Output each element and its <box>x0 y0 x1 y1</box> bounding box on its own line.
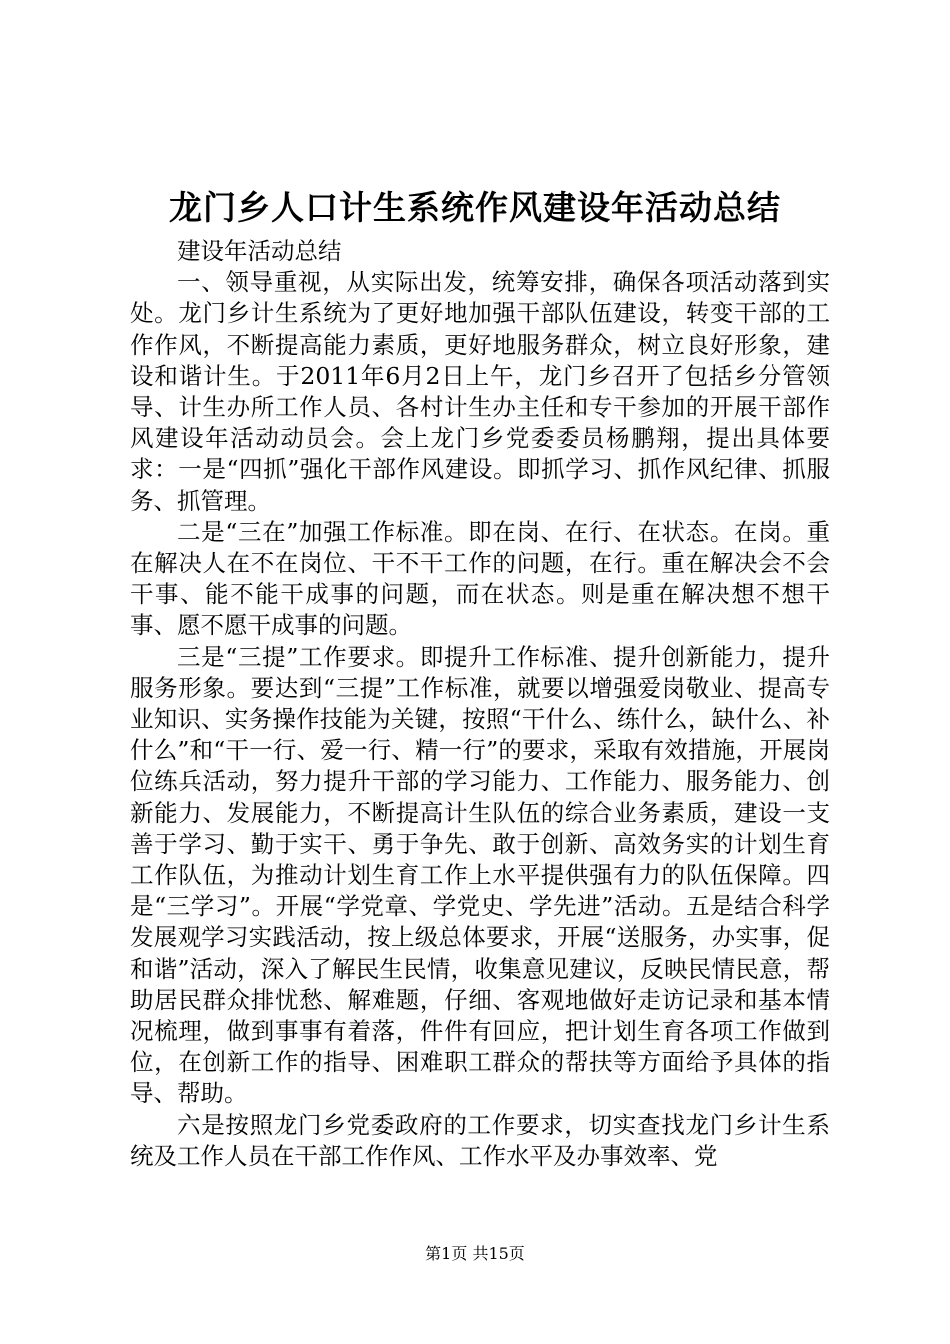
paragraph-subtitle: 建设年活动总结 <box>177 237 342 265</box>
paragraph-2: 二是“三在”加强工作标准。即在岗、在行、在状态。在岗。重在解决人在不在岗位、干不干工作的问题，在行。重在解决会不会干事、能不能干成事的问题，而在状态。则是重在解决想不想干事、愿不愿干成事的问题。 <box>130 517 830 640</box>
paragraph-1: 一、领导重视，从实际出发，统筹安排，确保各项活动落到实处。龙门乡计生系统为了更好地加强干部队伍建设，转变干部的工作作风，不断提高能力素质，更好地服务群众，树立良好形象，建设和谐计生。于2011年6月2日上午，龙门乡召开了包括乡分管领导、计生办所工作人员、各村计生办主任和专干参加的开展干部作风建设年活动动员会。会上龙门乡党委委员杨鹏翔，提出具体要求：一是“四抓”强化干部作风建设。即抓学习、抓作风纪律、抓服务、抓管理。 <box>130 268 830 515</box>
document-title: 龙门乡人口计生系统作风建设年活动总结 <box>169 188 781 227</box>
paragraph-3: 三是“三提”工作要求。即提升工作标准、提升创新能力，提升服务形象。要达到“三提”工作标准，就要以增强爱岗敬业、提高专业知识、实务操作技能为关键，按照“干什么、练什么，缺什么、补什么”和“干一行、爱一行、精一行”的要求，采取有效措施，开展岗位练兵活动，努力提升干部的学习能力、工作能力、服务能力、创新能力、发展能力，不断提高计生队伍的综合业务素质，建设一支善于学习、勤于实干、勇于争先、敢于创新、高效务实的计划生育工作队伍，为推动计划生育工作上水平提供强有力的队伍保障。四是“三学习”。开展“学党章、学党史、学先进”活动。五是结合科学发展观学习实践活动，按上级总体要求，开展“送服务，办实事，促和谐”活动，深入了解民生民情，收集意见建议，反映民情民意，帮助居民群众排忧愁、解难题，仔细、客观地做好走访记录和基本情况梳理，做到事事有着落，件件有回应，把计划生育各项工作做到位，在创新工作的指导、困难职工群众的帮扶等方面给予具体的指导、帮助。 <box>130 642 830 1108</box>
page-number-footer: 第1页 共15页 <box>425 1244 525 1263</box>
paragraph-4: 六是按照龙门乡党委政府的工作要求，切实查找龙门乡计生系统及工作人员在干部工作作风、工作水平及办事效率、党 <box>130 1110 830 1170</box>
document-body <box>130 236 830 1172</box>
